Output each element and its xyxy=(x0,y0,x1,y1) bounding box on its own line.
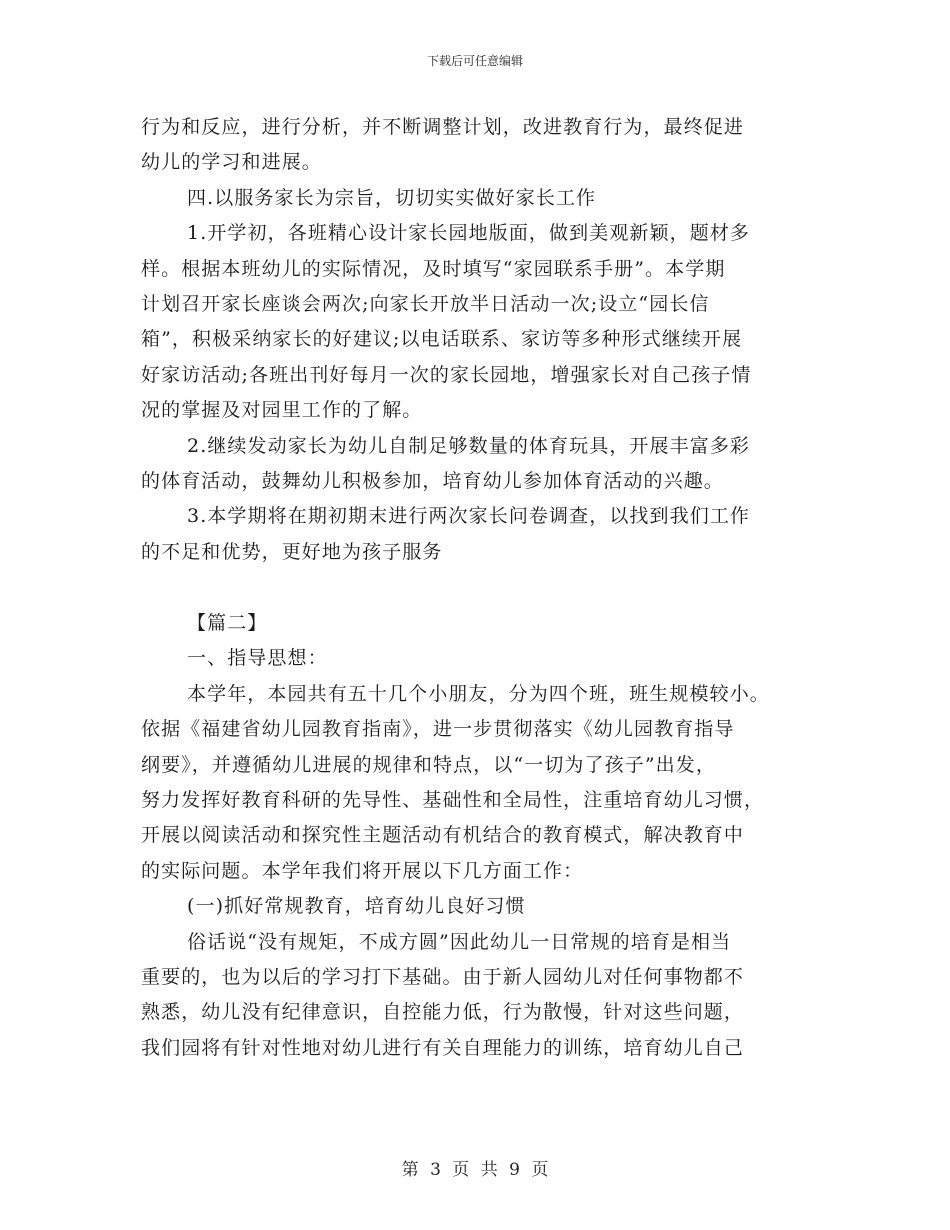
text-line: 箱”，积极采纳家长的好建议;以电话联系、家访等多种形式继续开展 xyxy=(141,328,743,351)
text-line: 熟悉，幼儿没有纪律意识，自控能力低，行为散慢，针对这些问题， xyxy=(141,1001,745,1024)
text-line: 行为和反应，进行分析，并不断调整计划，改进教育行为，最终促进 xyxy=(141,116,745,138)
text-line: 重要的，也为以后的学习打下基础。由于新人园幼儿对任何事物都不 xyxy=(141,965,745,988)
text-line: 纲要》，并遵循幼儿进展的规律和特点，以“一切为了孩子”出发， xyxy=(141,753,716,776)
text-line: 本学年，本园共有五十几个小朋友，分为四个班，班生规模较小。 xyxy=(187,682,770,705)
text-line: 我们园将有针对性地对幼儿进行有关自理能力的训练，培育幼儿自己 xyxy=(141,1036,745,1059)
subsection-heading: (一)抓好常规教育，培育幼儿良好习惯 xyxy=(187,895,526,918)
text-line: 计划召开家长座谈会两次;向家长开放半日活动一次;设立“园长信 xyxy=(141,292,710,315)
text-line: 样。根据本班幼儿的实际情况，及时填写“家园联系手册”。本学期 xyxy=(141,257,726,280)
text-line: 的实际问题。本学年我们将开展以下几方面工作： xyxy=(141,859,584,882)
text-line: 好家访活动;各班出刊好每月一次的家长园地，增强家长对自己孩子情 xyxy=(141,363,752,386)
page-number: 第 3 页 共 9 页 xyxy=(401,1160,549,1180)
text-line: 开展以阅读活动和探究性主题活动有机结合的教育模式，解决教育中 xyxy=(141,824,745,847)
text-line: 俗话说“没有规矩，不成方圆”因此幼儿一日常规的培育是相当 xyxy=(187,930,732,953)
section-heading: 四.以服务家长为宗旨，切切实实做好家长工作 xyxy=(187,186,597,209)
text-line: 1.开学初，各班精心设计家长园地版面，做到美观新颖，题材多 xyxy=(187,222,751,245)
chapter-heading: 【篇二】 xyxy=(187,612,268,635)
text-line: 的不足和优势，更好地为孩子服务 xyxy=(141,540,443,563)
document-body xyxy=(141,110,811,1066)
text-line: 2.继续发动家长为幼儿自制足够数量的体育玩具，开展丰富多彩 xyxy=(187,434,751,457)
text-line: 依据《福建省幼儿园教育指南》，进一步贯彻落实《幼儿园教育指导 xyxy=(141,718,735,741)
text-line: 幼儿的学习和进展。 xyxy=(141,151,322,174)
page-header: 下载后可任意编辑 xyxy=(426,54,523,68)
text-line: 况的掌握及对园里工作的了解。 xyxy=(141,399,423,422)
text-line: 3.本学期将在期初期末进行两次家长问卷调查，以找到我们工作 xyxy=(187,505,751,528)
text-line: 的体育活动，鼓舞幼儿积极参加，培育幼儿参加体育活动的兴趣。 xyxy=(141,469,724,492)
section-heading: 一、指导思想： xyxy=(187,647,328,670)
paragraph-gap xyxy=(141,570,811,606)
text-line: 努力发挥好教育科研的先导性、基础性和全局性，注重培育幼儿习惯， xyxy=(141,789,765,812)
